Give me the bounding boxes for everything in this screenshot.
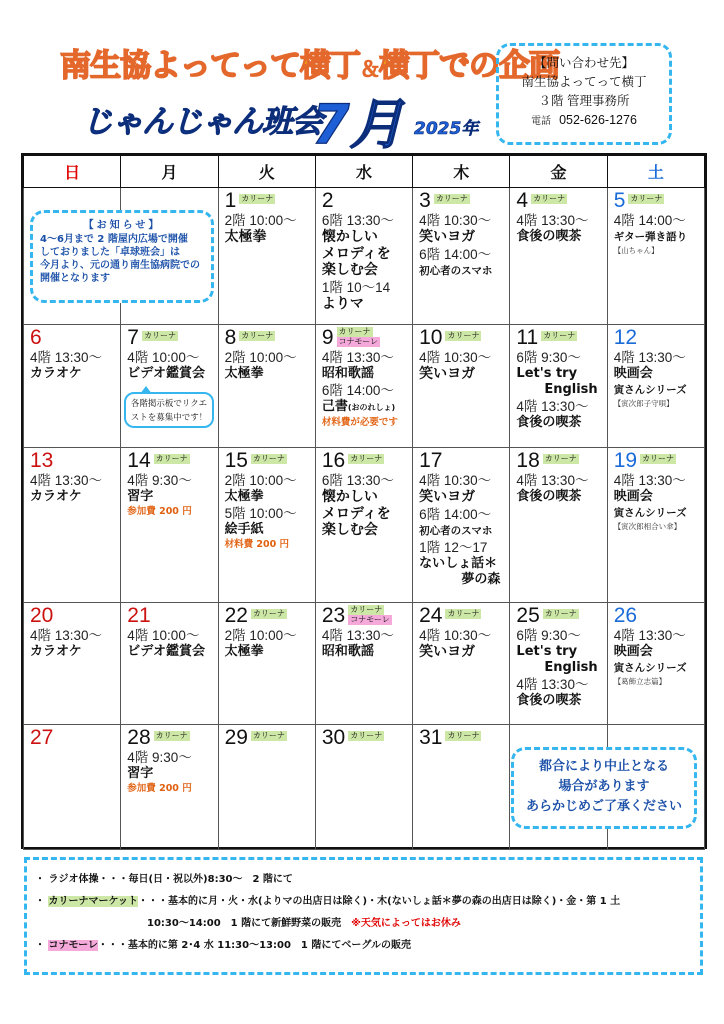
karina-tag: カリーナ <box>435 194 468 203</box>
karina-tag: カリーナ <box>544 454 577 463</box>
day-cell-4 <box>510 188 607 325</box>
footer-radio <box>35 869 700 891</box>
event-name: English <box>544 660 598 675</box>
event-name: 太極拳 <box>224 644 264 659</box>
karina-tag: カリーナ <box>447 331 480 340</box>
karina-text-2: 10:30～14:00 1 階にて新鮮野菜の販売 <box>147 918 342 929</box>
konamore-tag: コナモーレ <box>350 615 390 624</box>
karina-tag: カリーナ <box>350 605 383 614</box>
week-row <box>24 603 705 725</box>
konamore-text: ・・・基本的に第 2･4 水 11:30～13:00 1 階にてベーグルの販売 <box>97 940 412 951</box>
bullet-icon: ・ <box>35 940 49 951</box>
karina-label: カリーナマーケット <box>48 896 138 907</box>
day-cell-7 <box>121 325 218 448</box>
day-cell-18 <box>510 448 607 603</box>
event-name: 笑いヨガ <box>419 644 476 660</box>
day-number: 10 <box>419 326 443 349</box>
event-name: 太極拳 <box>224 229 267 245</box>
contact-office: ３階 管理事務所 <box>538 94 630 108</box>
cancel-line: 都合により中止となる <box>538 759 669 774</box>
cancellation-notice <box>511 747 697 829</box>
day-cell-9 <box>315 325 412 448</box>
announcement-box <box>30 210 214 303</box>
weekday-sat: 土 <box>607 156 704 188</box>
event-time: 4階 13:30～ <box>516 677 589 692</box>
tag-stack <box>337 327 381 347</box>
footer-karina-cont <box>35 913 700 935</box>
day-number: 31 <box>419 726 443 749</box>
event-name: カラオケ <box>30 366 82 381</box>
event-time: 4階 13:30～ <box>516 399 589 414</box>
day-cell-13 <box>24 448 121 603</box>
event-name: 昭和歌謡 <box>321 366 374 381</box>
weekday-sun: 日 <box>24 156 121 188</box>
contact-box <box>496 43 672 145</box>
event-name: 食後の喫茶 <box>516 229 582 244</box>
announcement-line: 今月より、元の通り南生協病院での <box>40 260 200 271</box>
bullet-icon: ・ <box>35 874 49 885</box>
footer-karina <box>35 891 700 913</box>
day-number: 8 <box>224 326 237 349</box>
tel-label: 電話 <box>531 116 552 127</box>
day-number: 11 <box>516 326 539 349</box>
event-time: 4階 10:30～ <box>419 350 492 365</box>
announcement-line: しておりました「卓球班会」は <box>40 247 180 258</box>
event-name: 楽しむ会 <box>321 522 378 538</box>
day-number: 28 <box>127 726 151 749</box>
day-cell-3 <box>413 188 510 325</box>
day-number: 16 <box>321 449 346 472</box>
event-time: 4階 13:30～ <box>30 473 103 488</box>
day-number: 9 <box>321 326 334 349</box>
event-name: メロディを <box>321 245 391 262</box>
event-name: 絵手紙 <box>224 522 264 537</box>
konamore-label: コナモーレ <box>48 940 98 951</box>
weekday-thu: 木 <box>413 156 510 188</box>
day-cell-2 <box>315 188 412 325</box>
day-number: 1 <box>224 189 237 212</box>
title-line-2: じゃんじゃん班会 <box>82 104 322 140</box>
karina-tag: カリーナ <box>447 731 480 740</box>
weekday-tue: 火 <box>218 156 315 188</box>
event-name: 食後の喫茶 <box>516 489 582 504</box>
event-name-row <box>322 399 409 416</box>
event-note: 【山ちゃん】 <box>613 246 659 255</box>
day-number: 23 <box>321 604 346 627</box>
event-time: 6階 13:30～ <box>321 473 394 488</box>
event-name: Let's try <box>516 366 578 381</box>
weekday-fri: 金 <box>510 156 607 188</box>
day-cell-27 <box>24 725 121 850</box>
day-number: 19 <box>613 449 638 472</box>
day-number: 25 <box>516 604 540 627</box>
event-time: 2階 10:00～ <box>224 213 297 228</box>
day-cell-31 <box>413 725 510 850</box>
event-subtitle: 寅さんシリーズ <box>613 507 687 519</box>
announcement-line: 開催となります <box>40 273 110 284</box>
day-number: 13 <box>30 449 54 472</box>
event-name: ないしょ話＊ <box>419 555 498 571</box>
day-number: 17 <box>419 449 443 472</box>
day-number: 29 <box>224 726 248 749</box>
event-time: 6階 14:00～ <box>321 383 394 398</box>
karina-tag: カリーナ <box>350 731 383 740</box>
event-note: 【寅次郎相合い傘】 <box>613 522 682 531</box>
event-name: 楽しむ会 <box>321 262 378 278</box>
event-time: 2階 10:00～ <box>224 350 297 365</box>
day-cell-17 <box>413 448 510 603</box>
event-note: 【葛飾立志篇】 <box>613 677 667 686</box>
contact-phone <box>499 111 669 131</box>
day-cell-1 <box>218 188 315 325</box>
event-name: Let's try <box>516 644 578 659</box>
event-time: 4階 9:30～ <box>127 473 192 488</box>
title-amp: ＆ <box>360 57 379 81</box>
event-time: 4階 9:30～ <box>127 750 192 765</box>
day-number: 6 <box>30 326 42 349</box>
day-number: 7 <box>127 326 139 349</box>
karina-tag: カリーナ <box>155 454 188 463</box>
event-name: カラオケ <box>30 644 82 659</box>
karina-tag: カリーナ <box>630 194 663 203</box>
day-cell-11 <box>510 325 607 448</box>
cancel-line: 場合があります <box>558 779 650 794</box>
event-name: メロディを <box>321 505 391 522</box>
day-number: 20 <box>30 604 54 627</box>
event-name: 映画会 <box>613 366 653 381</box>
contact-heading: 【問い合わせ先】 <box>533 56 634 70</box>
event-name: 昭和歌謡 <box>321 644 374 659</box>
karina-tag: カリーナ <box>447 609 480 618</box>
cancel-line: あらかじめご了承ください <box>525 799 682 814</box>
title-line-1 <box>60 40 559 85</box>
karina-text: ・・・基本的に月・火・水(よりマの出店日は除く)・木(ないしょ話＊夢の森の出店日は除く)・金・第 1 土 <box>137 896 621 907</box>
announcement-title: 【お知らせ】 <box>83 220 162 231</box>
event-time: 4階 13:30～ <box>613 628 686 643</box>
event-time: 4階 13:30～ <box>321 628 394 643</box>
day-number: 22 <box>224 604 248 627</box>
day-number: 21 <box>127 604 151 627</box>
event-time: 2階 10:00～ <box>224 473 297 488</box>
event-name: 己書 <box>321 399 348 414</box>
day-number: 27 <box>30 726 54 749</box>
weekday-header <box>24 156 705 188</box>
event-name: 習字 <box>127 766 154 781</box>
day-cell-16 <box>315 448 412 603</box>
day-cell-6 <box>24 325 121 448</box>
day-cell-23 <box>315 603 412 725</box>
event-name: 初心者のスマホ <box>419 524 493 537</box>
karina-tag: カリーナ <box>155 731 188 740</box>
event-note: 【寅次郎子守唄】 <box>613 399 674 408</box>
month-label: 7月 <box>312 93 404 156</box>
event-time: 4階 10:30～ <box>419 473 492 488</box>
karina-tag: カリーナ <box>143 331 176 340</box>
day-cell-15 <box>218 448 315 603</box>
day-cell-8 <box>218 325 315 448</box>
tag-stack <box>348 605 392 625</box>
konamore-tag: コナモーレ <box>338 337 379 346</box>
day-cell-30 <box>315 725 412 850</box>
event-time: 4階 13:30～ <box>516 473 589 488</box>
event-time: 6階 14:00～ <box>419 506 492 522</box>
radio-text: ラジオ体操・・・毎日(日・祝以外)8:30～ 2 階にて <box>48 874 293 885</box>
footer-konamore <box>35 935 700 957</box>
tel-number: 052-626-1276 <box>559 113 637 127</box>
day-number: 2 <box>321 189 334 212</box>
event-name: 笑いヨガ <box>419 229 476 245</box>
day-cell-19 <box>607 448 704 603</box>
day-number: 4 <box>516 189 529 212</box>
event-note: 参加費 200 円 <box>127 783 192 794</box>
weekday-wed: 水 <box>315 156 412 188</box>
day-cell-14 <box>121 448 218 603</box>
event-name: 笑いヨガ <box>419 489 476 505</box>
week-row <box>24 448 705 603</box>
karina-weather-note: ※天気によってはお休み <box>351 918 461 929</box>
event-time: 6階 9:30～ <box>516 628 581 643</box>
event-name: カラオケ <box>30 489 82 504</box>
event-time: 4階 13:30～ <box>516 213 589 228</box>
event-name: ビデオ鑑賞会 <box>127 644 206 659</box>
request-speech-bubble <box>124 392 214 428</box>
event-name: English <box>544 382 598 397</box>
event-time: 6階 14:00～ <box>419 246 492 262</box>
event-time: 6階 13:30～ <box>321 213 394 228</box>
bullet-icon: ・ <box>35 896 49 907</box>
event-name: ビデオ鑑賞会 <box>127 366 206 381</box>
event-name: 夢の森 <box>461 571 501 587</box>
event-note: 材料費が必要です <box>321 417 398 428</box>
bubble-line: ストを募集中です！ <box>130 413 208 423</box>
karina-tag: カリーナ <box>642 454 675 463</box>
event-subtitle: 寅さんシリーズ <box>613 384 687 396</box>
karina-tag: カリーナ <box>544 609 577 618</box>
karina-tag: カリーナ <box>543 331 576 340</box>
announcement-line: 4～6月まで 2 階屋内広場で開催 <box>40 234 188 245</box>
day-cell-24 <box>413 603 510 725</box>
day-cell-22 <box>218 603 315 725</box>
day-cell-26 <box>607 603 704 725</box>
event-time: 2階 10:00～ <box>224 628 297 643</box>
event-time: 4階 10:00～ <box>127 350 200 365</box>
event-time: 1階 12～17 <box>419 539 488 555</box>
karina-tag: カリーナ <box>252 731 285 740</box>
event-time: 5階 10:00～ <box>224 506 297 521</box>
day-cell-29 <box>218 725 315 850</box>
karina-tag: カリーナ <box>350 454 383 463</box>
week-row <box>24 325 705 448</box>
event-time: 4階 10:30～ <box>419 628 492 643</box>
day-cell-21 <box>121 603 218 725</box>
day-cell-25 <box>510 603 607 725</box>
event-time: 6階 9:30～ <box>516 350 581 365</box>
event-time: 4階 13:30～ <box>321 350 394 365</box>
event-name: 食後の喫茶 <box>516 693 582 708</box>
event-name: 太極拳 <box>224 366 264 381</box>
event-name: 懐かしい <box>321 229 378 245</box>
event-name: 笑いヨガ <box>419 366 476 382</box>
event-time: 4階 13:30～ <box>613 350 686 365</box>
event-time: 1階 10～14 <box>321 279 391 295</box>
day-number: 14 <box>127 449 151 472</box>
event-name: 習字 <box>127 489 154 504</box>
footer-info-box <box>24 857 703 975</box>
event-name: よりマ <box>321 295 364 312</box>
day-number: 15 <box>224 449 248 472</box>
karina-tag: カリーナ <box>533 194 566 203</box>
event-subtitle: 寅さんシリーズ <box>613 662 687 674</box>
karina-tag: カリーナ <box>241 194 274 203</box>
day-number: 18 <box>516 449 540 472</box>
event-name: ギター弾き語り <box>613 231 688 243</box>
day-cell-28 <box>121 725 218 850</box>
day-number: 3 <box>419 189 431 212</box>
event-name: 映画会 <box>613 644 653 659</box>
title-main: 南生協よってって横丁 <box>60 48 360 84</box>
event-time: 4階 13:30～ <box>613 473 686 488</box>
day-cell-10 <box>413 325 510 448</box>
day-cell-12 <box>607 325 704 448</box>
event-time: 4階 13:30～ <box>30 350 103 365</box>
event-time: 4階 10:30～ <box>419 213 492 228</box>
event-time: 4階 10:00～ <box>127 628 200 643</box>
event-name: 初心者のスマホ <box>419 264 493 277</box>
event-note: 参加費 200 円 <box>127 506 192 517</box>
event-time: 4階 14:00～ <box>613 213 686 228</box>
day-number: 30 <box>321 726 346 749</box>
event-note: 材料費 200 円 <box>224 539 290 550</box>
day-number: 24 <box>419 604 443 627</box>
day-number: 26 <box>613 604 638 627</box>
title-sub: 横丁での企画 <box>379 48 559 84</box>
day-cell-20 <box>24 603 121 725</box>
karina-tag: カリーナ <box>338 327 371 336</box>
weekday-mon: 月 <box>121 156 218 188</box>
karina-tag: カリーナ <box>252 609 285 618</box>
event-time: 4階 13:30～ <box>30 628 103 643</box>
event-ruby: (おのれしょ) <box>347 403 396 412</box>
bubble-line: 各階掲示板でリクエ <box>130 399 208 409</box>
contact-org: 南生協よってって横丁 <box>521 75 647 89</box>
karina-tag: カリーナ <box>241 331 274 340</box>
event-name: 食後の喫茶 <box>516 415 582 430</box>
day-number: 5 <box>613 189 626 212</box>
event-name: 太極拳 <box>224 489 264 504</box>
karina-tag: カリーナ <box>252 454 285 463</box>
event-name: 映画会 <box>613 489 653 504</box>
year-label: 2025年 <box>414 119 479 139</box>
day-number: 12 <box>613 326 638 349</box>
day-cell-5 <box>607 188 704 325</box>
event-name: 懐かしい <box>321 489 378 505</box>
